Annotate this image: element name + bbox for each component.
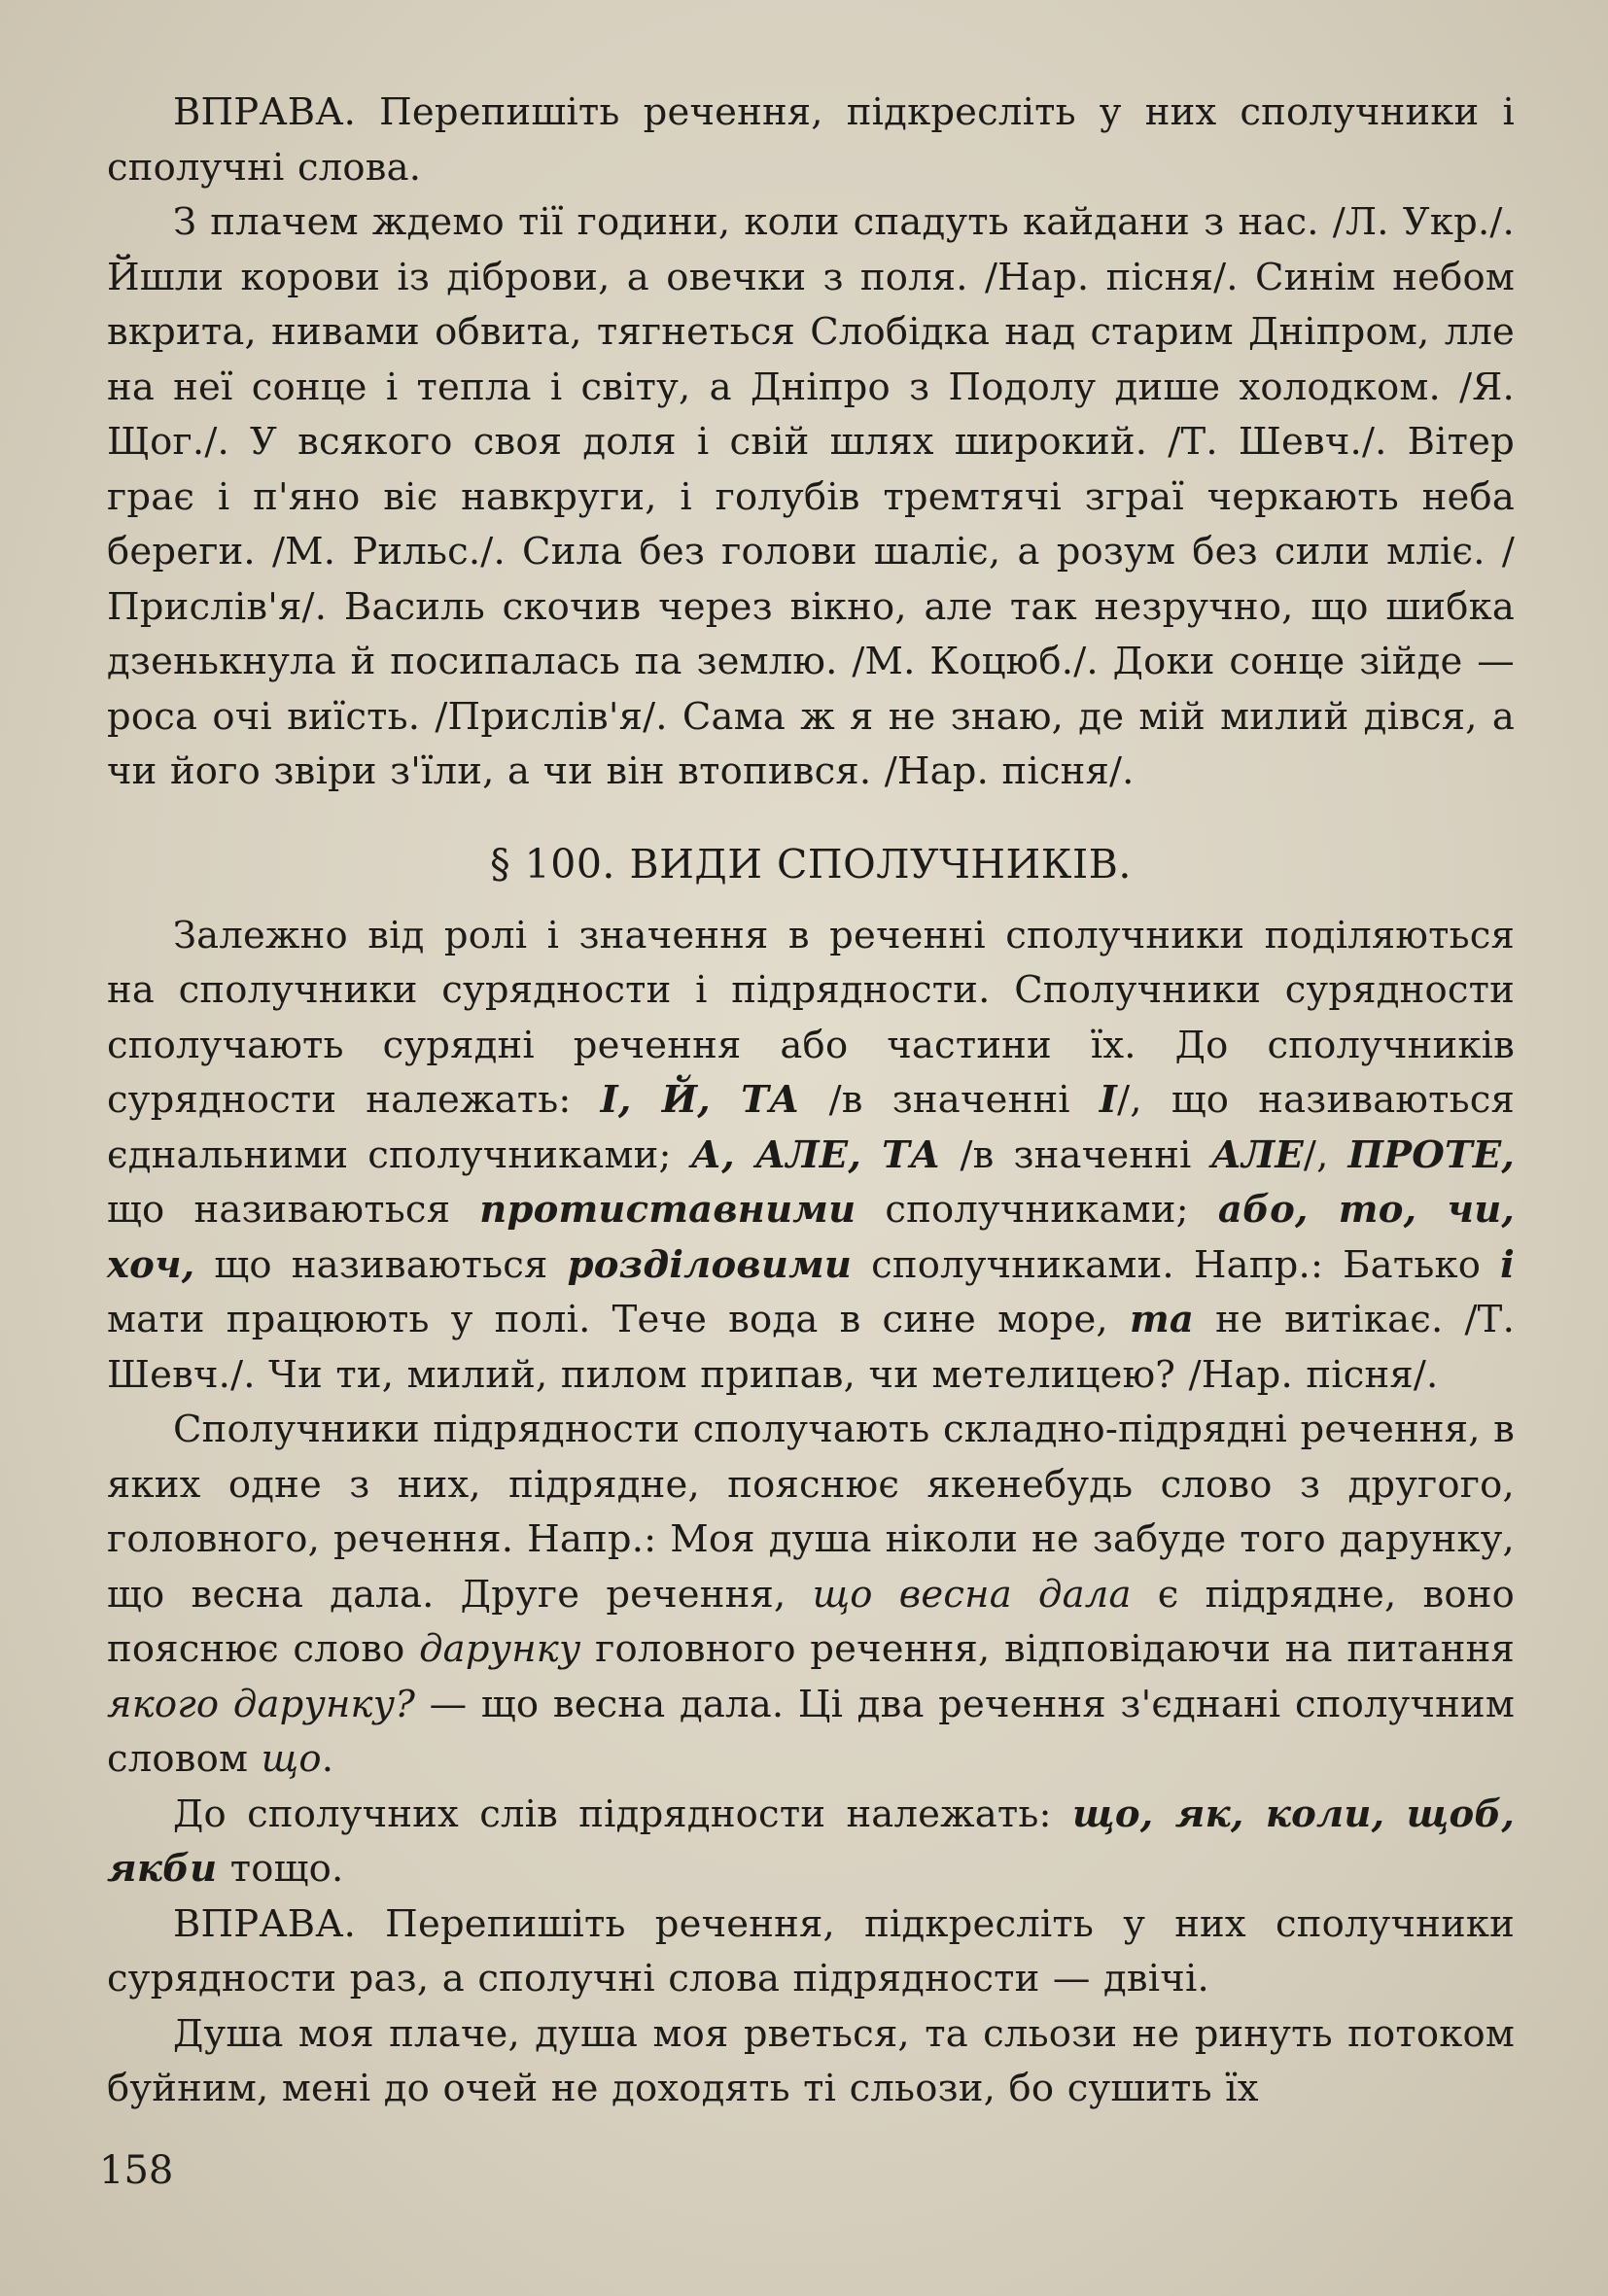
text-run: тощо. [217, 1847, 344, 1891]
emphasis-run: що, як, коли, щоб, якби [107, 1792, 1516, 1891]
exercise-2 [107, 1897, 1515, 2007]
exercise-2-heading: ВПРАВА. [173, 1901, 357, 1946]
exercise-1-heading: ВПРАВА. [173, 90, 357, 134]
text-run: що називаються [107, 1188, 480, 1232]
text-run: сполучниками; [856, 1188, 1218, 1232]
paragraph-subordinate [107, 1403, 1515, 1788]
emphasis-run: розділовими [567, 1242, 853, 1287]
emphasis-run: А, АЛЕ, ТА [690, 1132, 941, 1177]
emphasis-run: І, Й, ТА [600, 1078, 800, 1122]
exercise-1-passage: З плачем ждемо тії години, коли спадуть кайдани з нас. /Л. Укр./. Йшли корови із діброви, а овечки з поля. /Нар. пісня/. Синім небом вкрита, нивами обвита, тягнеться Слобідка над старим Дніпром, лле на неї сонце і тепла і світу, а Дніпро з Подолу дише холодком. /Я. Щог./. У всякого своя доля і свій шлях широкий. /Т. Шевч./. Вітер грає і п'яно віє навкруги, і голубів тремтячі зграї черкають неба береги. /М. Рильс./. Сила без голови шаліє, а розум без сили мліє. /Прислів'я/. Василь скочив через вікно, але так незручно, що шибка дзенькнула й посипалась па землю. /М. Коцюб./. Доки сонце зійде — роса очі виїсть. /Прислів'я/. Сама ж я не знаю, де мій милий дівся, а чи його звіри з'їли, а чи він втопився. /Нар. пісня/. [107, 200, 1515, 793]
text-run: — що весна дала. Ці два речення з'єднані сполучним словом [107, 1682, 1515, 1781]
text-run: Сполучники підрядности сполучають складно-підрядні речення, в яких одне з них, підрядне, пояснює якенебудь слово з другого, головного, речення. Напр.: Моя душа ніколи не забуде того дарунку, що весна дала. Друге речення, [107, 1408, 1515, 1617]
exercise-2-passage: Душа моя плаче, душа моя рветься, та сльози не ринуть потоком буйним, мені до очей не доходять ті сльози, бо сушить їх [107, 2011, 1515, 2110]
emphasis-run: АЛЕ [1210, 1132, 1304, 1177]
paragraph-connective-words [107, 1788, 1515, 1897]
emphasis-run: або, то, чи, хоч, [107, 1188, 1515, 1287]
text-run: /в значенні [940, 1132, 1211, 1177]
emphasis-run: що весна дала [812, 1572, 1132, 1617]
emphasis-run: ПРОТЕ, [1347, 1132, 1515, 1177]
text-run: є підрядне, воно пояснює слово [107, 1572, 1516, 1671]
text-run: не витікає. /Т. Шевч./. Чи ти, милий, пилом припав, чи метелицею? /Нар. пісня/. [107, 1298, 1516, 1397]
section-heading [107, 837, 1515, 891]
emphasis-run: якого дарунку? [107, 1682, 416, 1726]
page-text [107, 86, 1515, 2117]
emphasis-run: протиставними [479, 1188, 856, 1232]
emphasis-run: що [261, 1737, 322, 1781]
text-run: /в значенні [799, 1078, 1100, 1122]
emphasis-run: та [1129, 1298, 1195, 1341]
paragraph-conjunction-types [107, 909, 1515, 1404]
section-symbol: § 100. [490, 840, 615, 887]
emphasis-run: дарунку [419, 1627, 581, 1671]
page-number: 158 [99, 2148, 174, 2193]
emphasis-run: і [1500, 1242, 1515, 1287]
text-run: що називаються [194, 1242, 568, 1287]
exercise-1-instruction: Перепишіть речення, підкресліть у них сполучники і сполучні слова. [107, 90, 1515, 190]
emphasis-run: І [1099, 1078, 1118, 1122]
exercise-2-instruction: Перепишіть речення, підкресліть у них сполучники сурядности раз, а сполучні слова підрядности — двічі. [107, 1901, 1515, 2000]
exercise-1 [107, 86, 1515, 195]
text-run: До сполучних слів підрядности належать: [173, 1792, 1072, 1836]
text-run: головного речення, відповідаючи на питання [580, 1627, 1515, 1671]
text-run: /, [1303, 1132, 1348, 1177]
text-run: мати працюють у полі. Тече вода в сине море, [107, 1298, 1130, 1341]
text-run: . [321, 1737, 334, 1781]
text-run: сполучниками. Напр.: Батько [852, 1242, 1501, 1287]
section-title: ВИДИ СПОЛУЧНИКІВ. [614, 840, 1132, 887]
text-run: Залежно від ролі і значення в реченні сполучники поділяються на сполучники сурядности і підрядности. Сполучники сурядности сполучають сурядні речення або частини їх. До сполучників сурядности належать: [107, 913, 1515, 1122]
text-run: /, що називаються єднальними сполучниками; [107, 1078, 1515, 1177]
